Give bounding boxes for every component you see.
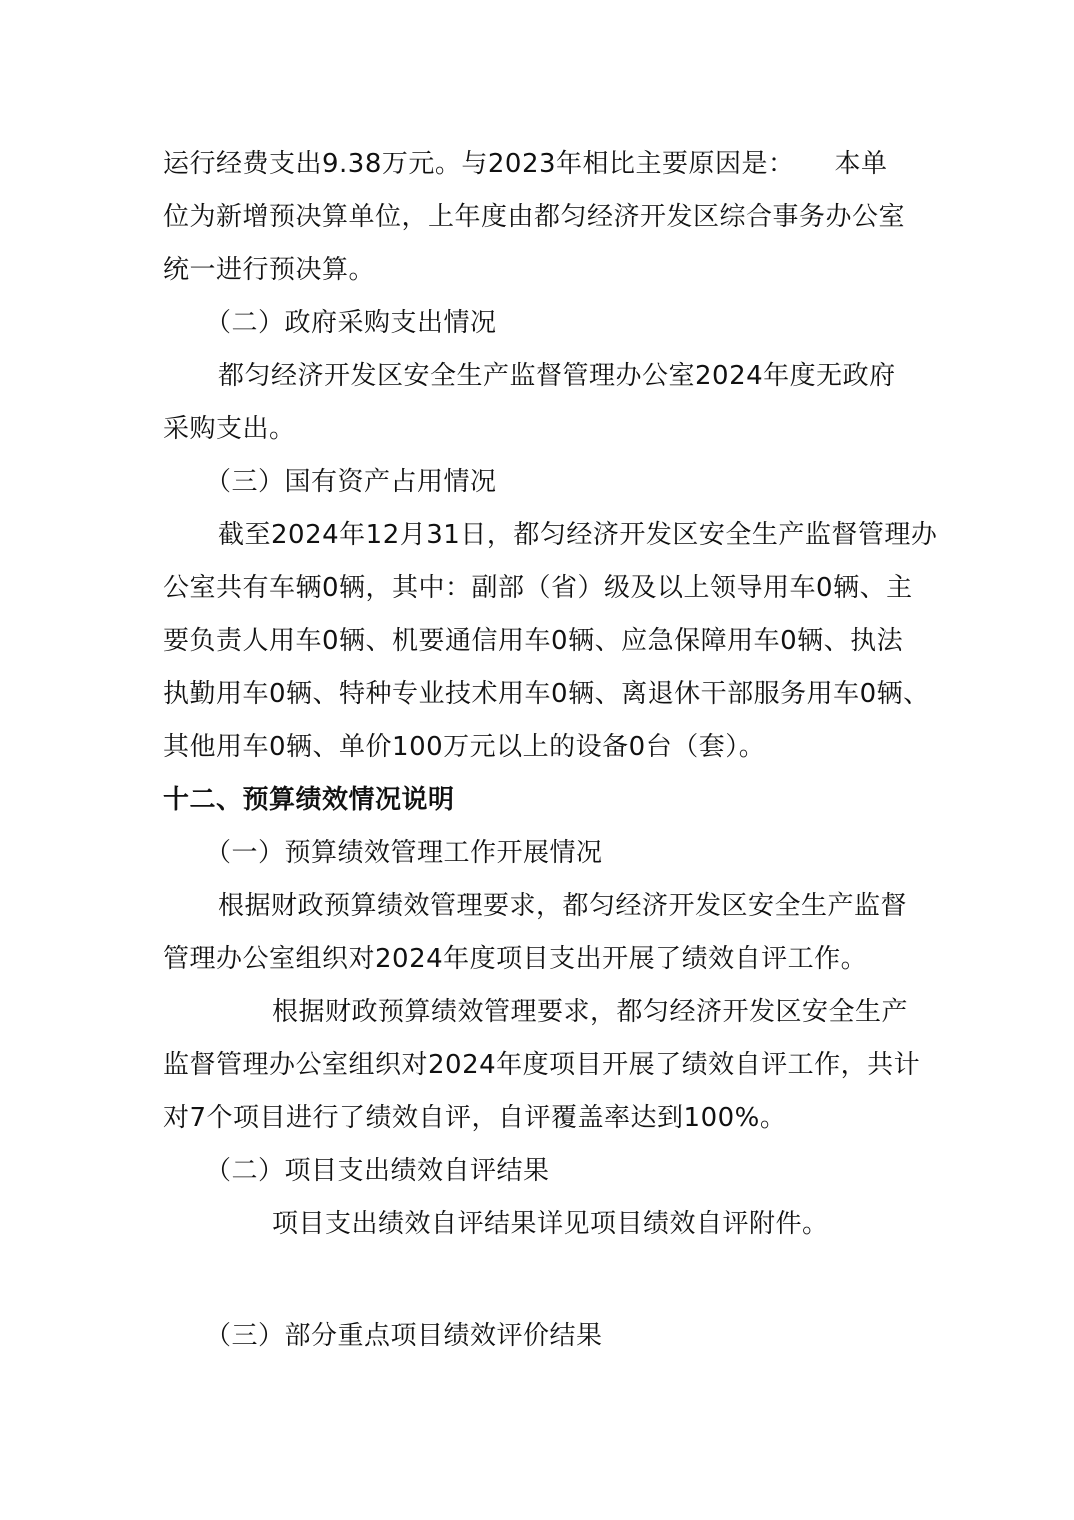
section-heading-performance-management: （一）预算绩效管理工作开展情况	[205, 838, 603, 868]
body-text-line: 截至2024年12月31日，都匀经济开发区安全生产监督管理办	[218, 520, 938, 550]
body-text-line: 采购支出。	[163, 414, 296, 444]
body-text-line: 管理办公室组织对2024年度项目支出开展了绩效自评工作。	[163, 944, 868, 974]
body-text-line: 根据财政预算绩效管理要求，都匀经济开发区安全生产	[272, 997, 909, 1027]
body-text-line: 根据财政预算绩效管理要求，都匀经济开发区安全生产监督	[218, 891, 908, 921]
body-text-line: 运行经费支出9.38万元。与2023年相比主要原因是： 本单	[163, 149, 888, 179]
section-heading-assets: （三）国有资产占用情况	[205, 467, 497, 497]
section-heading-procurement: （二）政府采购支出情况	[205, 308, 497, 338]
chapter-heading-performance: 十二、预算绩效情况说明	[163, 785, 455, 815]
body-text-line: 要负责人用车0辆、机要通信用车0辆、应急保障用车0辆、执法	[163, 626, 904, 656]
body-text-line: 项目支出绩效自评结果详见项目绩效自评附件。	[272, 1209, 829, 1239]
body-text-line: 对7个项目进行了绩效自评，自评覆盖率达到100%。	[163, 1103, 787, 1133]
body-text-line: 其他用车0辆、单价100万元以上的设备0台（套）。	[163, 732, 766, 762]
body-text-line: 公室共有车辆0辆，其中：副部（省）级及以上领导用车0辆、主	[163, 573, 913, 603]
section-heading-self-evaluation: （二）项目支出绩效自评结果	[205, 1156, 550, 1186]
body-text-line: 统一进行预决算。	[163, 255, 376, 285]
body-text-line: 执勤用车0辆、特种专业技术用车0辆、离退休干部服务用车0辆、	[163, 679, 930, 709]
section-heading-key-projects: （三）部分重点项目绩效评价结果	[205, 1321, 603, 1351]
body-text-line: 位为新增预决算单位，上年度由都匀经济开发区综合事务办公室	[163, 202, 906, 232]
body-text-line: 监督管理办公室组织对2024年度项目开展了绩效自评工作，共计	[163, 1050, 921, 1080]
body-text-line: 都匀经济开发区安全生产监督管理办公室2024年度无政府	[218, 361, 896, 391]
